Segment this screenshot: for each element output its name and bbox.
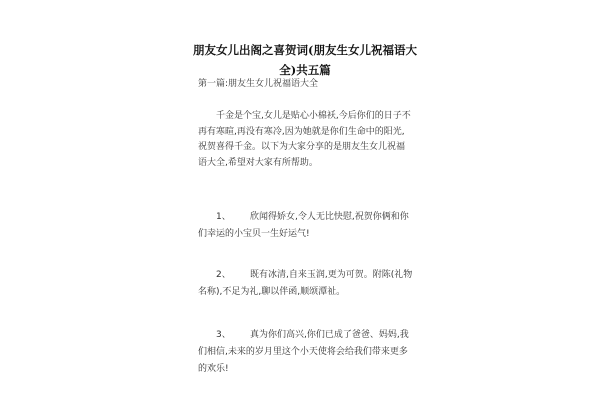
intro-paragraph: 千金是个宝,女儿是贴心小棉袄,今后你们的日子不再有寒暄,再没有寒冷,因为她就是你们生命中的阳光,祝贺喜得千金。以下为大家分享的是朋友生女儿祝福语大全,希望对大家有所帮助。 xyxy=(198,111,411,168)
list-item-text: 欣闻得娇女,令人无比快慰,祝贺你俩和你们幸运的小宝贝一生好运气! xyxy=(198,212,409,239)
list-item-number: 3、 xyxy=(216,330,231,340)
list-item-text: 真为你们高兴,你们已成了爸爸、妈妈,我们相信,未来的岁月里这个小天使将会给我们带来更多的欢乐! xyxy=(198,330,409,374)
section-heading: 第一篇:朋友生女儿祝福语大全 xyxy=(198,79,319,89)
list-item-number: 2、 xyxy=(216,270,231,280)
list-item-number: 1、 xyxy=(216,212,231,222)
list-item-text: 既有冰清,自来玉润,更为可贺。附陈(礼物名称),不足为礼,聊以伴函,顺颂潭祉。 xyxy=(198,270,413,297)
list-item xyxy=(198,267,413,301)
list-item xyxy=(198,327,413,378)
list-item xyxy=(198,209,413,243)
document-title: 朋友女儿出阁之喜贺词(朋友生女儿祝福语大全)共五篇 xyxy=(193,43,417,77)
